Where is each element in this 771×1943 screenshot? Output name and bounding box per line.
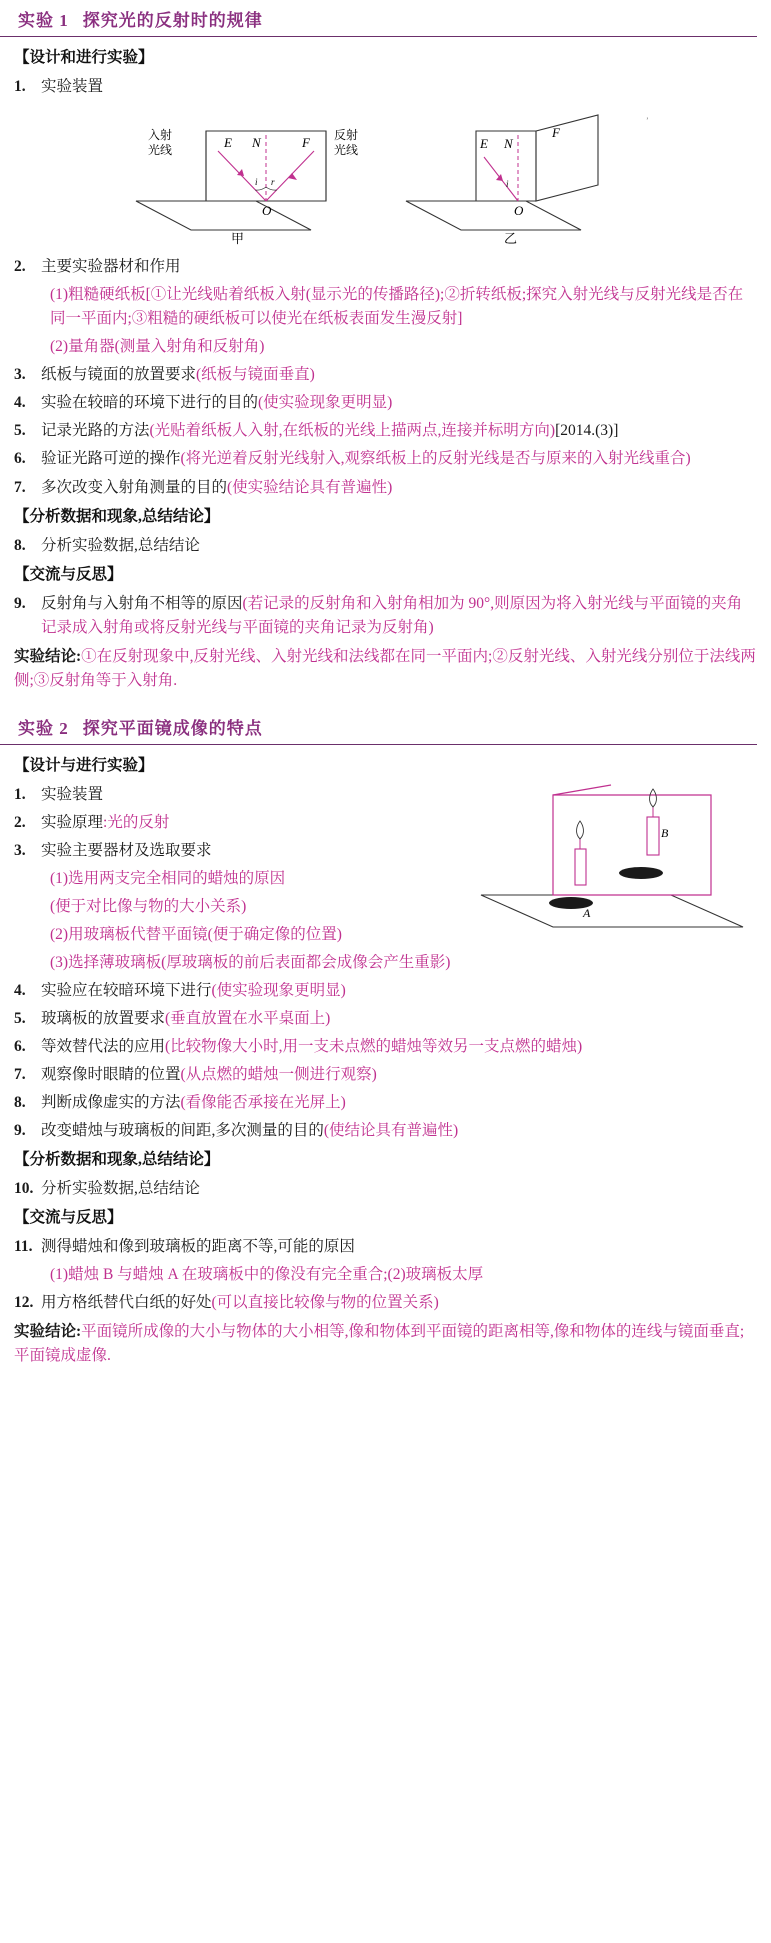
exp1-item-9-text: 反射角与入射角不相等的原因 xyxy=(41,594,243,612)
exp2-item-9-text: 改变蜡烛与玻璃板的间距,多次测量的目的 xyxy=(41,1122,324,1140)
svg-text:乙: 乙 xyxy=(503,231,517,246)
svg-text:O: O xyxy=(261,203,271,219)
exp1-item-2-sub-1: (1)粗糙硬纸板[①让光线贴着纸板入射(显示光的传播路径);②折转纸板;探究入射光线与反射光线是否在同一平面内;③粗糙的硬纸板可以使光在纸板表面发生漫反射] xyxy=(50,286,744,328)
exp2-item-7-text: 观察像时眼睛的位置 xyxy=(41,1066,181,1084)
exp1-figure xyxy=(0,105,771,245)
exp2-item-9-answer: (使结论具有普遍性) xyxy=(323,1122,459,1140)
exp2-section-analysis: 【分析数据和现象,总结结论】 xyxy=(14,1151,220,1169)
svg-text:甲: 甲 xyxy=(230,231,244,246)
svg-text:E: E xyxy=(223,135,232,151)
exp1-item-4-answer: (使实验现象更明显) xyxy=(258,394,393,412)
svg-text:光线: 光线 xyxy=(333,143,358,158)
svg-text:ʼ: ʼ xyxy=(645,116,649,126)
exp1-item-6-num: 6. xyxy=(14,450,26,468)
exp2-item-11-num: 11. xyxy=(14,1238,33,1256)
exp1-item-9-num: 9. xyxy=(14,594,26,612)
exp2-item-2-text: 实验原理 xyxy=(41,814,104,831)
svg-text:r: r xyxy=(270,177,275,188)
exp1-item-6 xyxy=(0,445,771,473)
exp2-item-8-text: 判断成像虚实的方法 xyxy=(41,1094,181,1112)
svg-text:B: B xyxy=(661,825,669,840)
exp2-item-3-sub-2: (2)用玻璃板代替平面镜(便于确定像的位置) xyxy=(50,926,342,944)
exp1-item-3 xyxy=(0,361,771,389)
svg-text:入射: 入射 xyxy=(147,128,172,143)
exp1-item-8 xyxy=(0,532,771,560)
exp1-item-3-answer: (纸板与镜面垂直) xyxy=(196,366,315,384)
exp2-conclusion-text: 平面镜所成像的大小与物体的大小相等,像和物体到平面镜的距离相等,像和物体的连线与镜面垂直;平面镜成虚像. xyxy=(14,1323,745,1365)
exp2-conclusion-label: 实验结论: xyxy=(14,1323,82,1341)
exp2-item-6-text: 等效替代法的应用 xyxy=(41,1038,166,1056)
exp2-conclusion xyxy=(0,1317,771,1371)
svg-text:反射: 反射 xyxy=(333,128,358,143)
exp1-item-5-text: 记录光路的方法 xyxy=(41,422,150,440)
exp1-item-5-num: 5. xyxy=(14,422,26,440)
experiment-1-title: 探究光的反射时的规律 xyxy=(82,11,263,30)
exp1-item-2-num: 2. xyxy=(14,258,26,276)
exp1-item-5-ref: [2014.(3)] xyxy=(555,422,619,440)
exp2-item-7 xyxy=(0,1061,771,1089)
experiment-2-header xyxy=(0,708,757,745)
exp1-section-reflection: 【交流与反思】 xyxy=(14,565,123,583)
svg-text:N: N xyxy=(251,135,261,151)
exp1-item-9 xyxy=(0,590,771,642)
exp2-item-2-answer: :光的反射 xyxy=(103,814,170,831)
exp1-item-9-answer: (若记录的反射角和入射角相加为 90°,则原因为将入射光线与平面镜的夹角记录成入射角或将反射光线与平面镜的夹角记录为反射角) xyxy=(41,594,743,636)
exp1-item-7 xyxy=(0,474,771,502)
svg-text:F: F xyxy=(551,125,560,141)
exp1-item-7-num: 7. xyxy=(14,478,26,496)
exp2-item-12 xyxy=(0,1289,771,1317)
exp1-item-5-answer: (光贴着纸板人入射,在纸板的光线上描两点,连接并标明方向) xyxy=(149,422,556,440)
exp1-item-3-text: 纸板与镜面的放置要求 xyxy=(41,366,197,384)
reflection-law-apparatus-diagram xyxy=(106,105,666,245)
exp2-item-3-text: 实验主要器材及选取要求 xyxy=(41,842,212,860)
exp2-item-6 xyxy=(0,1033,771,1061)
exp1-item-8-num: 8. xyxy=(14,536,26,554)
exp2-item-12-text: 用方格纸替代白纸的好处 xyxy=(41,1294,212,1312)
exp1-section-analysis: 【分析数据和现象,总结结论】 xyxy=(14,507,220,525)
exp2-item-4-answer: (使实验现象更明显) xyxy=(211,982,346,1000)
experiment-1-header xyxy=(0,0,757,37)
experiment-1-label: 实验 1 xyxy=(18,11,69,30)
exp2-item-3-sub-1b: (便于对比像与物的大小关系) xyxy=(50,898,247,916)
exp2-item-12-answer: (可以直接比较像与物的位置关系) xyxy=(211,1294,439,1312)
exp2-figure xyxy=(461,777,761,965)
svg-text:F: F xyxy=(301,135,310,151)
exp1-item-3-num: 3. xyxy=(14,366,26,384)
exp2-item-4 xyxy=(0,977,771,1005)
exp2-item-6-num: 6. xyxy=(14,1038,26,1056)
exp2-item-2-num: 2. xyxy=(14,814,26,831)
svg-text:i: i xyxy=(254,177,258,188)
exp2-item-8 xyxy=(0,1089,771,1117)
exp2-item-7-answer: (从点燃的蜡烛一侧进行观察) xyxy=(180,1066,377,1084)
experiment-2-label: 实验 2 xyxy=(18,718,69,738)
exp1-conclusion xyxy=(0,642,771,696)
exp2-item-5 xyxy=(0,1005,771,1033)
exp2-section-reflection: 【交流与反思】 xyxy=(14,1209,123,1227)
exp2-item-11-sub: (1)蜡烛 B 与蜡烛 A 在玻璃板中的像没有完全重合;(2)玻璃板太厚 xyxy=(50,1266,484,1284)
exp1-item-4-num: 4. xyxy=(14,394,26,412)
exp2-item-1-text: 实验装置 xyxy=(41,785,104,803)
svg-text:O: O xyxy=(513,203,523,219)
exp2-item-9-num: 9. xyxy=(14,1122,26,1140)
exp1-item-6-answer: (将光逆着反射光线射入,观察纸板上的反射光线是否与原来的入射光线重合) xyxy=(180,450,691,468)
experiment-2-title: 探究平面镜成像的特点 xyxy=(82,718,263,738)
exp1-item-1-num: 1. xyxy=(14,78,26,96)
exp1-item-4-text: 实验在较暗的环境下进行的目的 xyxy=(41,394,259,412)
exp2-item-3-sub-1: (1)选用两支完全相同的蜡烛的原因 xyxy=(50,870,286,888)
exp1-item-2 xyxy=(0,253,771,281)
exp2-item-9 xyxy=(0,1117,771,1145)
exp2-item-4-num: 4. xyxy=(14,982,26,1000)
exp2-item-5-answer: (垂直放置在水平桌面上) xyxy=(165,1010,331,1028)
exp1-item-1 xyxy=(0,73,771,101)
exp2-item-6-answer: (比较物像大小时,用一支未点燃的蜡烛等效另一支点燃的蜡烛) xyxy=(165,1038,583,1056)
exp2-item-10-num: 10. xyxy=(14,1180,34,1198)
svg-text:A: A xyxy=(583,905,591,920)
exp2-item-11-text: 测得蜡烛和像到玻璃板的距离不等,可能的原因 xyxy=(41,1238,355,1256)
exp2-item-10-text: 分析实验数据,总结结论 xyxy=(41,1180,200,1198)
exp2-item-11 xyxy=(0,1233,771,1261)
exp2-item-5-text: 玻璃板的放置要求 xyxy=(41,1010,166,1028)
exp2-item-1-num: 1. xyxy=(14,785,26,803)
exp1-item-6-text: 验证光路可逆的操作 xyxy=(41,450,181,468)
svg-text:i: i xyxy=(505,179,509,190)
exp1-item-2-sub-2: (2)量角器(测量入射角和反射角) xyxy=(50,338,265,356)
exp2-section-design: 【设计与进行实验】 xyxy=(14,756,154,774)
svg-text:E: E xyxy=(479,136,488,152)
exp2-item-12-num: 12. xyxy=(14,1294,34,1312)
exp2-item-8-num: 8. xyxy=(14,1094,26,1112)
exp1-item-1-text: 实验装置 xyxy=(41,78,104,96)
exp2-item-8-answer: (看像能否承接在光屏上) xyxy=(180,1094,346,1112)
exp2-top-block xyxy=(0,781,771,977)
exp2-item-4-text: 实验应在较暗环境下进行 xyxy=(41,982,212,1000)
exp2-item-3-sub-3: (3)选择薄玻璃板(厚玻璃板的前后表面都会成像会产生重影) xyxy=(50,954,451,972)
exp1-conclusion-label: 实验结论: xyxy=(14,647,82,665)
exp1-item-2-text: 主要实验器材和作用 xyxy=(41,258,181,276)
exp2-item-3-num: 3. xyxy=(14,842,26,860)
exp1-item-5 xyxy=(0,417,771,445)
exp1-section-design: 【设计和进行实验】 xyxy=(14,49,154,67)
exp1-item-8-text: 分析实验数据,总结结论 xyxy=(41,536,200,554)
exp1-item-7-text: 多次改变入射角测量的目的 xyxy=(41,478,228,496)
svg-text:光线: 光线 xyxy=(147,143,172,158)
plane-mirror-imaging-apparatus-diagram xyxy=(461,777,761,957)
exp1-conclusion-text: ①在反射现象中,反射光线、入射光线和法线都在同一平面内;②反射光线、入射光线分别位于法线两侧;③反射角等于入射角. xyxy=(14,647,756,689)
exp1-item-4 xyxy=(0,389,771,417)
exp1-item-7-answer: (使实验结论具有普遍性) xyxy=(227,478,393,496)
svg-text:N: N xyxy=(503,136,513,152)
exp2-item-5-num: 5. xyxy=(14,1010,26,1028)
exp2-item-10 xyxy=(0,1175,771,1203)
exp2-item-7-num: 7. xyxy=(14,1066,26,1084)
